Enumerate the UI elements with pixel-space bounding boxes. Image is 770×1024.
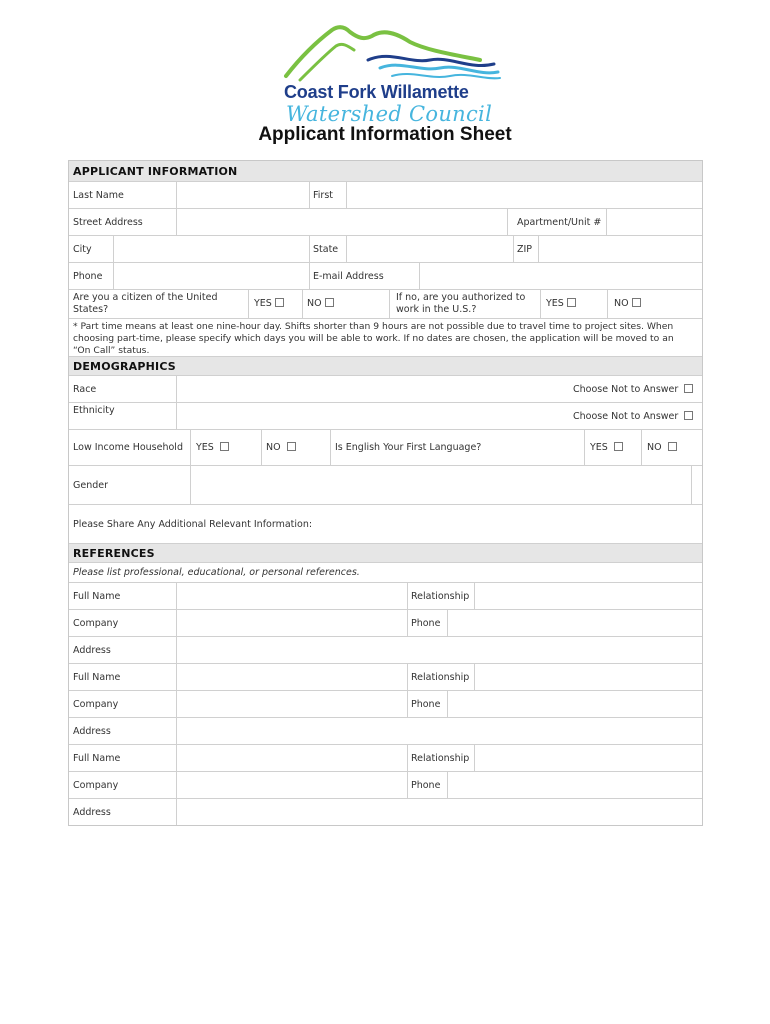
checkbox-icon[interactable] (325, 298, 334, 307)
ref3-company-label: Company (73, 780, 119, 791)
city-field[interactable] (114, 236, 309, 262)
additional-info-field[interactable] (309, 505, 702, 543)
street-address-label: Street Address (73, 217, 143, 228)
choose-not-label: Choose Not to Answer (573, 384, 679, 395)
email-label: E-mail Address (313, 271, 384, 282)
zip-field[interactable] (539, 236, 702, 262)
state-label: State (313, 244, 339, 255)
ref2-address-label: Address (73, 726, 111, 737)
ref2-relationship-field[interactable] (475, 664, 702, 690)
part-time-note-row (69, 318, 702, 356)
first-name-field[interactable] (347, 182, 702, 208)
apartment-field[interactable] (607, 209, 702, 235)
ref3-address-field[interactable] (177, 799, 702, 825)
english-yes-option[interactable] (590, 442, 623, 453)
additional-info-label: Please Share Any Additional Relevant Information: (73, 519, 313, 530)
authorized-yes-option[interactable] (546, 298, 576, 309)
choose-not-label: Choose Not to Answer (573, 411, 679, 422)
no-label: NO (647, 442, 662, 453)
citizen-yes-option[interactable] (254, 298, 284, 309)
race-field[interactable] (177, 376, 567, 402)
phone-field[interactable] (114, 263, 309, 289)
street-row (69, 208, 702, 235)
application-form (68, 160, 703, 826)
ref1-company-field[interactable] (177, 610, 407, 636)
ref1-name-row (69, 582, 702, 609)
demographics-section-header (69, 356, 702, 375)
page-title: Applicant Information Sheet (258, 124, 512, 145)
state-field[interactable] (347, 236, 513, 262)
city-row (69, 235, 702, 262)
logo-line-2: Watershed Council (286, 102, 493, 126)
ref2-relationship-label: Relationship (411, 672, 470, 683)
checkbox-icon[interactable] (684, 384, 693, 393)
no-label: NO (614, 298, 629, 309)
ref3-company-row (69, 771, 702, 798)
additional-info-row (69, 504, 702, 543)
ref2-address-field[interactable] (177, 718, 702, 744)
ref1-company-row (69, 609, 702, 636)
gender-label: Gender (73, 480, 109, 491)
email-field[interactable] (420, 263, 702, 289)
ref3-full-name-label: Full Name (73, 753, 121, 764)
race-row (69, 375, 702, 402)
part-time-note: * Part time means at least one nine-hour day. Shifts shorter than 9 hours are not possible due to travel time to project sites. When choosing part-time, please specify which days you will be able to work. If no dates are chosen, the application will be moved to an “On Call” status. (73, 321, 674, 356)
phone-row (69, 262, 702, 289)
income-yes-option[interactable] (196, 442, 229, 453)
ref2-full-name-field[interactable] (177, 664, 407, 690)
first-name-label: First (313, 190, 333, 201)
ref1-address-field[interactable] (177, 637, 702, 663)
checkbox-icon[interactable] (684, 411, 693, 420)
ref1-address-row (69, 636, 702, 663)
ref1-company-label: Company (73, 618, 119, 629)
name-row (69, 181, 702, 208)
no-label: NO (266, 442, 281, 453)
citizen-question: Are you a citizen of the United States? (73, 292, 218, 315)
gender-row (69, 465, 702, 504)
references-instruction-row (69, 562, 702, 582)
checkbox-icon[interactable] (614, 442, 623, 451)
race-choose-not-option[interactable] (573, 384, 693, 395)
ref3-relationship-label: Relationship (411, 753, 470, 764)
checkbox-icon[interactable] (220, 442, 229, 451)
ref3-relationship-field[interactable] (475, 745, 702, 771)
apartment-label: Apartment/Unit # (517, 217, 602, 228)
zip-label: ZIP (517, 244, 533, 255)
gender-field[interactable] (191, 466, 691, 504)
phone-label: Phone (73, 271, 103, 282)
english-question: Is English Your First Language? (335, 442, 482, 453)
references-section-header (69, 543, 702, 562)
ref1-relationship-field[interactable] (475, 583, 702, 609)
ethnicity-field[interactable] (177, 403, 567, 429)
ref3-address-label: Address (73, 807, 111, 818)
citizen-no-option[interactable] (307, 298, 334, 309)
ref2-address-row (69, 717, 702, 744)
references-instruction: Please list professional, educational, or personal references. (73, 567, 360, 578)
ref1-phone-label: Phone (411, 618, 441, 629)
ref1-address-label: Address (73, 645, 111, 656)
ref1-relationship-label: Relationship (411, 591, 470, 602)
ref2-name-row (69, 663, 702, 690)
ref3-address-row (69, 798, 702, 825)
ref2-company-field[interactable] (177, 691, 407, 717)
checkbox-icon[interactable] (287, 442, 296, 451)
section-title: DEMOGRAPHICS (73, 359, 176, 373)
ethnicity-choose-not-option[interactable] (573, 411, 693, 422)
city-label: City (73, 244, 92, 255)
ref1-phone-field[interactable] (448, 610, 702, 636)
race-label: Race (73, 384, 97, 395)
ref2-phone-label: Phone (411, 699, 441, 710)
income-language-row (69, 429, 702, 465)
council-logo (280, 20, 502, 124)
citizenship-row (69, 289, 702, 318)
authorized-no-option[interactable] (614, 298, 641, 309)
checkbox-icon[interactable] (668, 442, 677, 451)
ref1-full-name-field[interactable] (177, 583, 407, 609)
last-name-label: Last Name (73, 190, 124, 201)
ethnicity-label: Ethnicity (73, 405, 115, 416)
ref1-full-name-label: Full Name (73, 591, 121, 602)
section-title: APPLICANT INFORMATION (73, 164, 238, 178)
logo-line-1: Coast Fork Willamette (284, 82, 469, 102)
low-income-label: Low Income Household (73, 442, 183, 453)
yes-label: YES (254, 298, 272, 309)
section-title: REFERENCES (73, 546, 155, 560)
mountain-river-logo-icon (280, 20, 502, 82)
authorized-question: If no, are you authorized to work in the U.S.? (396, 292, 526, 315)
ref3-full-name-field[interactable] (177, 745, 407, 771)
yes-label: YES (590, 442, 608, 453)
ethnicity-row (69, 402, 702, 429)
street-address-field[interactable] (177, 209, 507, 235)
ref2-company-row (69, 690, 702, 717)
no-label: NO (307, 298, 322, 309)
ref2-company-label: Company (73, 699, 119, 710)
yes-label: YES (546, 298, 564, 309)
applicant-section-header (69, 161, 702, 181)
ref3-company-field[interactable] (177, 772, 407, 798)
last-name-field[interactable] (177, 182, 309, 208)
checkbox-icon[interactable] (567, 298, 576, 307)
yes-label: YES (196, 442, 214, 453)
english-no-option[interactable] (647, 442, 677, 453)
ref3-phone-field[interactable] (448, 772, 702, 798)
ref3-name-row (69, 744, 702, 771)
ref3-phone-label: Phone (411, 780, 441, 791)
income-no-option[interactable] (266, 442, 296, 453)
checkbox-icon[interactable] (632, 298, 641, 307)
ref2-phone-field[interactable] (448, 691, 702, 717)
checkbox-icon[interactable] (275, 298, 284, 307)
ref2-full-name-label: Full Name (73, 672, 121, 683)
